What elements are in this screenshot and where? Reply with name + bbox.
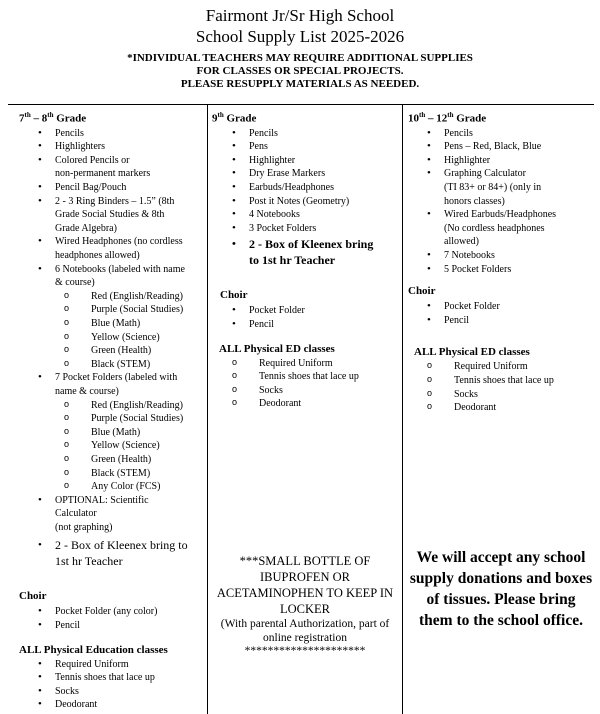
supply-list <box>55 494 205 570</box>
table-top-border <box>8 104 594 105</box>
folder-colors <box>91 399 205 494</box>
list-item: • Pencil Bag/Pouch <box>55 181 205 195</box>
list-item: • Pocket Folder (any color) <box>55 605 205 619</box>
list-item: • Highlighters <box>55 140 205 154</box>
grade-7-8-column <box>19 108 205 712</box>
list-item: o Socks <box>454 388 600 402</box>
donation-message: We will accept any school supply donations and boxes of tissues. Please bring them to the school office. <box>409 549 593 629</box>
pe-list <box>249 357 400 411</box>
list-item: o Black (STEM) <box>91 358 205 372</box>
list-item: • 7 Notebooks <box>444 249 594 263</box>
teacher-notice <box>0 52 600 91</box>
list-item: • Pens <box>249 140 400 154</box>
notice-line: PLEASE RESUPPLY MATERIALS AS NEEDED. <box>180 78 420 90</box>
section-heading: Choir <box>220 289 248 302</box>
list-item: • 6 Notebooks (labeled with name & course) <box>55 263 205 290</box>
choir-list <box>55 605 205 632</box>
list-item: • Socks <box>55 685 205 699</box>
list-item: o Red (English/Reading) <box>91 290 205 304</box>
list-item: • Wired Earbuds/Headphones (No cordless headphones allowed) <box>444 208 594 249</box>
list-item: o Purple (Social Studies) <box>91 303 205 317</box>
list-item: o Blue (Math) <box>91 426 205 440</box>
list-item: • Highlighter <box>249 154 400 168</box>
supply-list <box>249 127 400 269</box>
list-item: o Blue (Math) <box>91 317 205 331</box>
list-item: • Pocket Folder <box>444 300 594 314</box>
list-item: • Pocket Folder <box>249 304 400 318</box>
list-item: • Tennis shoes that lace up <box>55 671 205 685</box>
list-item: • Post it Notes (Geometry) <box>249 195 400 209</box>
list-item: • 4 Notebooks <box>249 208 400 222</box>
section-heading: ALL Physical ED classes <box>219 342 335 355</box>
list-item: • 5 Pocket Folders <box>444 263 594 277</box>
list-item: • Pencil <box>55 619 205 633</box>
list-item: • Highlighter <box>444 154 594 168</box>
supply-list <box>444 127 594 277</box>
list-item: o Yellow (Science) <box>91 439 205 453</box>
list-item: • 3 Pocket Folders <box>249 222 400 236</box>
supply-list <box>55 371 205 398</box>
section-heading: ALL Physical Education classes <box>19 643 168 656</box>
page-title: School Supply List 2025-2026 <box>195 27 405 46</box>
list-item: o Tennis shoes that lace up <box>454 374 600 388</box>
pe-list <box>444 360 594 414</box>
list-item: o Tennis shoes that lace up <box>259 370 410 384</box>
list-item: • Graphing Calculator (TI 83+ or 84+) (only in honors classes) <box>444 167 594 208</box>
list-item: • OPTIONAL: Scientific Calculator (not graphing) <box>55 494 205 535</box>
list-item: • Pencil <box>249 318 400 332</box>
list-item: o Purple (Social Studies) <box>91 412 205 426</box>
list-item: • 2 - Box of Kleenex bring to 1st hr Teacher <box>249 236 400 268</box>
medication-note: ***SMALL BOTTLE OF IBUPROFEN OR ACETAMINOPHEN TO KEEP IN LOCKER (With parental Authorization, part of online registration ********************* <box>216 554 394 657</box>
grade-heading: 10th – 12th Grade <box>408 111 487 125</box>
list-item: • Wired Headphones (no cordless headphones allowed) <box>55 235 205 262</box>
choir-list <box>249 304 400 331</box>
list-item: o Required Uniform <box>259 357 410 371</box>
supply-list <box>55 127 205 290</box>
list-item: • Pencils <box>249 127 400 141</box>
list-item: o Required Uniform <box>454 360 600 374</box>
list-item: • Required Uniform <box>55 658 205 672</box>
list-item: • Pencil <box>444 314 594 328</box>
list-item: o Green (Health) <box>91 344 205 358</box>
list-item: • 2 - Box of Kleenex bring to 1st hr Teacher <box>55 537 205 569</box>
list-item: o Socks <box>259 384 410 398</box>
list-item: • 2 - 3 Ring Binders – 1.5” (8th Grade Social Studies & 8th Grade Algebra) <box>55 195 205 236</box>
choir-list <box>444 300 594 327</box>
list-item: o Deodorant <box>259 397 410 411</box>
list-item: • Colored Pencils or non-permanent markers <box>55 154 205 181</box>
list-item: o Green (Health) <box>91 453 205 467</box>
grade-heading: 7th – 8th Grade <box>19 111 87 125</box>
section-heading: Choir <box>19 590 47 603</box>
grade-10-12-column <box>408 108 594 415</box>
notebook-colors <box>91 290 205 372</box>
grade-9-column <box>212 108 400 411</box>
column-divider <box>207 104 208 714</box>
notice-line: *INDIVIDUAL TEACHERS MAY REQUIRE ADDITIONAL SUPPLIES <box>127 52 473 64</box>
list-item: o Yellow (Science) <box>91 331 205 345</box>
notice-line: FOR CLASSES OR SPECIAL PROJECTS. <box>196 65 404 77</box>
list-item: • Pens – Red, Black, Blue <box>444 140 594 154</box>
section-heading: Choir <box>408 285 436 298</box>
list-item: • Deodorant <box>55 698 205 712</box>
section-heading: ALL Physical ED classes <box>414 346 530 359</box>
list-item: • 7 Pocket Folders (labeled with name & course) <box>55 371 205 398</box>
list-item: o Any Color (FCS) <box>91 480 205 494</box>
list-item: o Red (English/Reading) <box>91 399 205 413</box>
list-item: • Pencils <box>444 127 594 141</box>
list-item: • Dry Erase Markers <box>249 167 400 181</box>
list-item: • Pencils <box>55 127 205 141</box>
pe-list <box>55 658 205 712</box>
list-item: o Black (STEM) <box>91 467 205 481</box>
school-name: Fairmont Jr/Sr High School <box>205 6 395 25</box>
list-item: o Deodorant <box>454 401 600 415</box>
list-item: • Earbuds/Headphones <box>249 181 400 195</box>
grade-heading: 9th Grade <box>212 111 257 125</box>
